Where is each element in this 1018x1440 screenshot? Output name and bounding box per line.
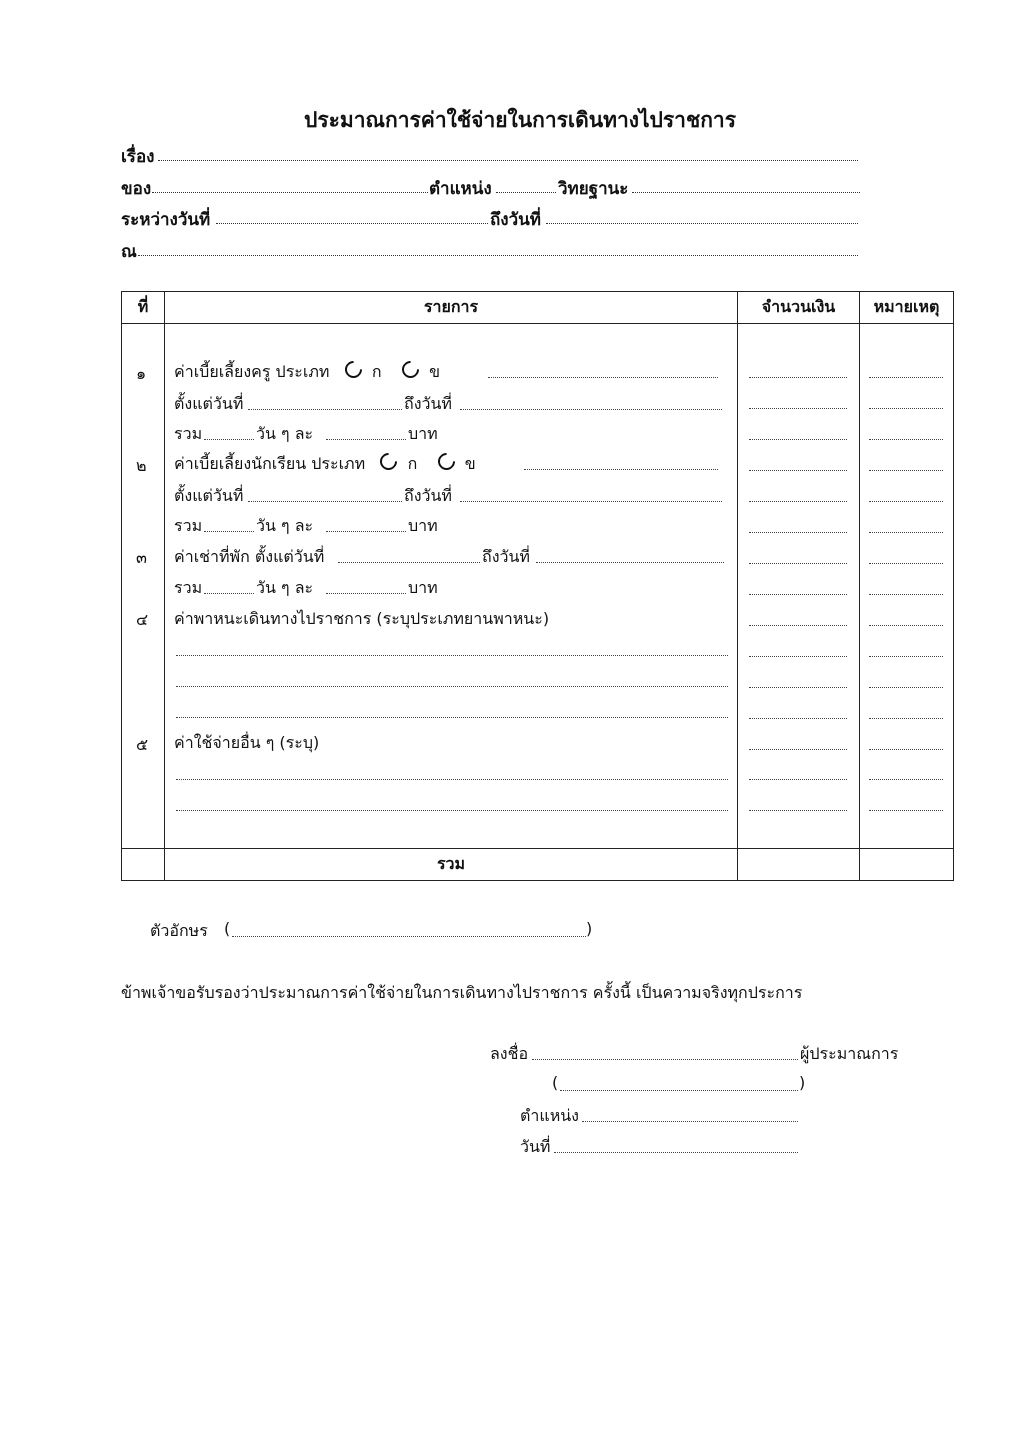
dotted-field[interactable] [338,562,480,563]
note-field[interactable] [869,470,943,471]
at-field[interactable] [138,255,858,256]
col-note-header: หมายเหตุ [860,292,954,324]
note-field[interactable] [869,408,943,409]
to-date-label: ถึงวันที่ [490,210,541,230]
amount-field[interactable] [749,408,847,409]
total-note-cell [860,849,954,881]
note-field[interactable] [869,718,943,719]
open-paren: ( [552,1073,559,1092]
position-field[interactable] [496,192,556,193]
col-amount-header: จำนวนเงิน [738,292,860,324]
note-field[interactable] [869,779,943,780]
total-label: รวม [165,849,738,881]
dotted-field[interactable] [176,810,728,811]
dotted-field[interactable] [326,531,406,532]
dotted-field[interactable] [488,377,718,378]
student-allowance-label: ค่าเบี้ยเลี้ยงนักเรียน ประเภท ก ข [174,452,476,477]
dotted-field[interactable] [204,439,254,440]
dotted-field[interactable] [524,469,718,470]
to-date-field[interactable] [546,223,858,224]
row-number: ๕ [136,735,149,754]
lodging-label: ค่าเช่าที่พัก ตั้งแต่วันที่ [174,547,325,566]
rank-label: วิทยฐานะ [558,179,629,199]
dotted-field[interactable] [248,501,402,502]
per-day-label: วัน ๆ ละ [256,516,314,535]
signature-field[interactable] [532,1059,798,1060]
radio-circle-icon[interactable] [341,357,365,381]
from-date-label: ตั้งแต่วันที่ [174,486,244,505]
open-paren: ( [224,919,231,938]
amount-field[interactable] [749,749,847,750]
amount-field[interactable] [749,810,847,811]
dotted-field[interactable] [248,409,402,410]
dotted-field[interactable] [176,779,728,780]
note-field[interactable] [869,501,943,502]
amount-field[interactable] [749,377,847,378]
amount-field[interactable] [749,470,847,471]
subject-label: เรื่อง [121,147,155,167]
to-date-label: ถึงวันที่ [482,547,530,566]
per-day-label: วัน ๆ ละ [256,424,314,443]
from-date-label: ระหว่างวันที่ [121,210,211,230]
from-date-field[interactable] [216,223,488,224]
radio-circle-icon[interactable] [434,449,458,473]
dotted-field[interactable] [176,655,728,656]
note-field[interactable] [869,687,943,688]
note-field[interactable] [869,594,943,595]
baht-label: บาท [408,516,438,535]
baht-label: บาท [408,424,438,443]
from-date-label: ตั้งแต่วันที่ [174,394,244,413]
close-paren: ) [586,919,593,938]
amount-field[interactable] [749,625,847,626]
dotted-field[interactable] [326,439,406,440]
body-no-cell [122,324,165,849]
rank-field[interactable] [632,192,860,193]
amount-field[interactable] [749,718,847,719]
sign-label: ลงชื่อ [490,1044,529,1063]
total-days-label: รวม [174,578,203,597]
radio-circle-icon[interactable] [377,449,401,473]
amount-in-letters-field[interactable] [232,936,586,937]
estimator-label: ผู้ประมาณการ [800,1044,899,1063]
signer-position-field[interactable] [582,1121,798,1122]
of-label: ของ [121,179,152,199]
note-field[interactable] [869,656,943,657]
letters-label: ตัวอักษร [150,921,208,940]
note-field[interactable] [869,563,943,564]
amount-field[interactable] [749,687,847,688]
note-field[interactable] [869,810,943,811]
amount-field[interactable] [749,594,847,595]
row-number: ๒ [136,456,147,475]
dotted-field[interactable] [536,562,724,563]
dotted-field[interactable] [204,531,254,532]
dotted-field[interactable] [326,593,406,594]
signer-date-label: วันที่ [520,1137,551,1156]
transport-label: ค่าพาหนะเดินทางไปราชการ (ระบุประเภทยานพาหนะ) [174,609,550,628]
dotted-field[interactable] [176,686,728,687]
printed-name-field[interactable] [560,1090,798,1091]
total-days-label: รวม [174,424,203,443]
per-day-label: วัน ๆ ละ [256,578,314,597]
col-no-header: ที่ [122,292,165,324]
at-label: ณ [121,242,137,262]
amount-field[interactable] [749,501,847,502]
close-paren: ) [799,1073,806,1092]
amount-field[interactable] [749,439,847,440]
amount-field[interactable] [749,563,847,564]
page-title: ประมาณการค่าใช้จ่ายในการเดินทางไปราชการ [304,108,736,132]
dotted-field[interactable] [460,409,722,410]
amount-field[interactable] [749,656,847,657]
amount-field[interactable] [749,779,847,780]
note-field[interactable] [869,625,943,626]
body-note-cell [860,324,954,849]
note-field[interactable] [869,532,943,533]
to-date-label: ถึงวันที่ [404,486,452,505]
row-number: ๑ [136,364,147,383]
baht-label: บาท [408,578,438,597]
signer-position-label: ตำแหน่ง [520,1106,579,1125]
of-field[interactable] [152,192,428,193]
signer-date-field[interactable] [554,1152,798,1153]
dotted-field[interactable] [460,501,722,502]
row-number: ๔ [136,610,149,629]
other-expense-label: ค่าใช้จ่ายอื่น ๆ (ระบุ) [174,733,320,752]
amount-field[interactable] [749,532,847,533]
position-label: ตำแหน่ง [429,179,492,199]
dotted-field[interactable] [204,593,254,594]
note-field[interactable] [869,377,943,378]
note-field[interactable] [869,439,943,440]
body-amount-cell [738,324,860,849]
note-field[interactable] [869,749,943,750]
teacher-allowance-label: ค่าเบี้ยเลี้ยงครู ประเภท ก ข [174,360,440,385]
to-date-label: ถึงวันที่ [404,394,452,413]
total-amount-cell[interactable] [738,849,860,881]
subject-field[interactable] [158,160,858,161]
col-item-header: รายการ [165,292,738,324]
total-days-label: รวม [174,516,203,535]
row-number: ๓ [136,548,147,567]
dotted-field[interactable] [176,717,728,718]
certify-statement: ข้าพเจ้าขอรับรองว่าประมาณการค่าใช้จ่ายในการเดินทางไปราชการ ครั้งนี้ เป็นความจริงทุกประการ [121,983,803,1002]
radio-circle-icon[interactable] [398,357,422,381]
